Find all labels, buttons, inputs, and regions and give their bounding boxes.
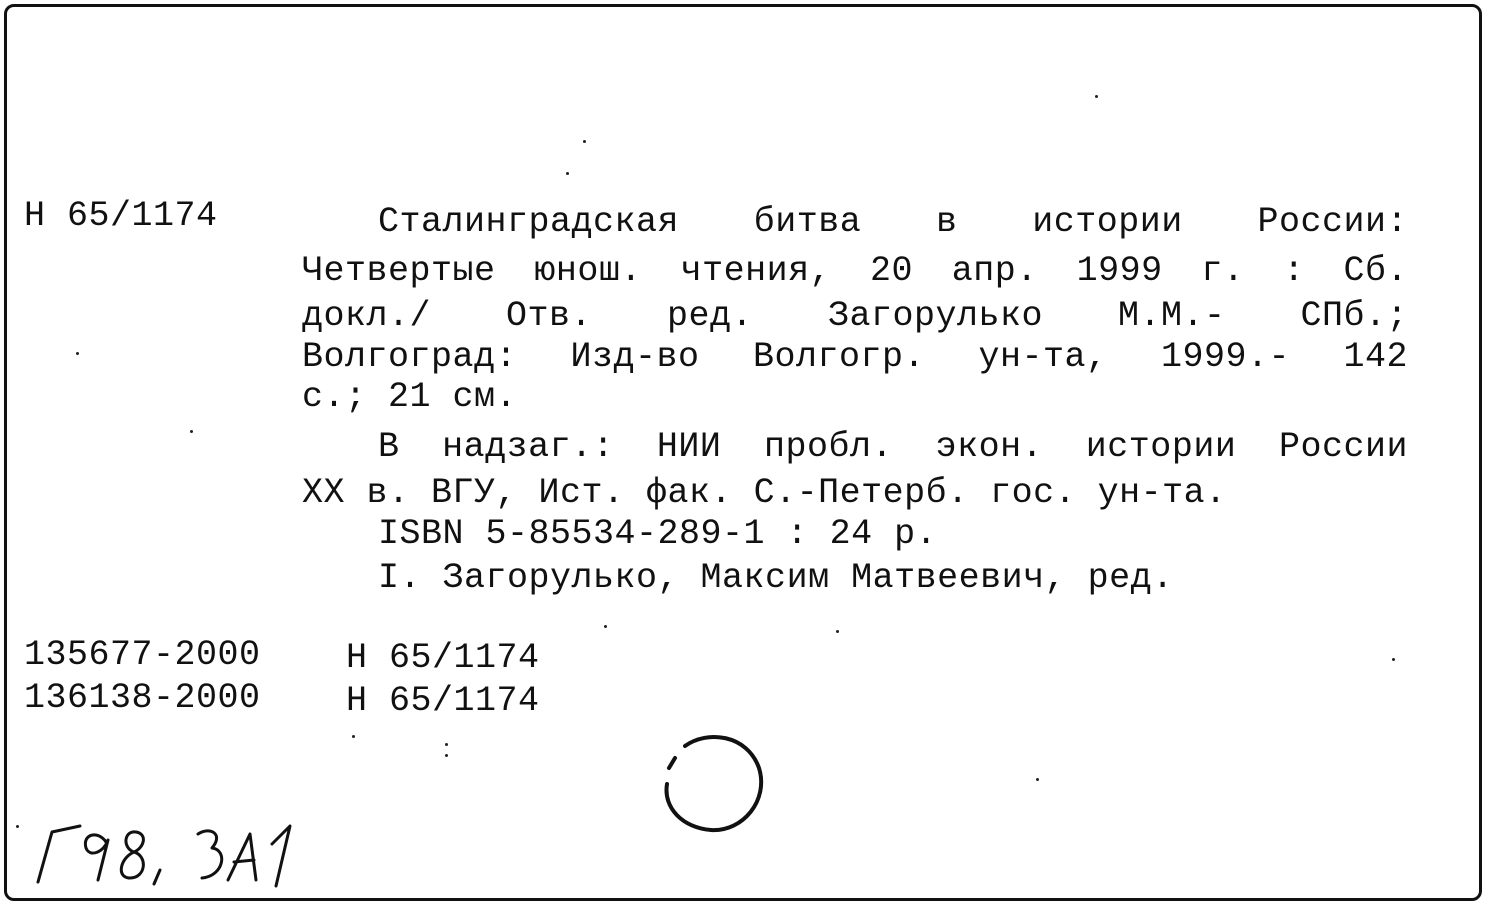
- stamp-circle-icon: [655, 728, 775, 838]
- entry-line-extent: с.; 21 см.: [302, 377, 518, 417]
- speck: [566, 172, 569, 175]
- speck: [16, 825, 19, 828]
- inventory-shelfmark-1: Н 65/1174: [346, 638, 540, 678]
- handwritten-note: [28, 820, 308, 890]
- speck: [1036, 778, 1039, 781]
- entry-line-note-2: XX в. ВГУ, Ист. фак. С.-Петерб. гос. ун-та.: [302, 473, 1227, 513]
- entry-line-isbn: ISBN 5-85534-289-1 : 24 р.: [378, 514, 938, 554]
- entry-line-added-entry: I. Загорулько, Максим Матвеевич, ред.: [378, 558, 1174, 598]
- entry-line-subtitle: Четвертые юнош. чтения, 20 апр. 1999 г. : Сб.: [302, 251, 1408, 291]
- speck: [352, 735, 355, 738]
- speck: [76, 352, 79, 355]
- entry-line-note-1: В надзаг.: НИИ пробл. экон. истории России: [378, 427, 1408, 467]
- speck: [445, 754, 448, 757]
- entry-line-editor: докл./ Отв. ред. Загорулько М.М.- СПб.;: [302, 296, 1408, 336]
- entry-line-title: Сталинградская битва в истории России:: [378, 202, 1408, 242]
- inventory-shelfmark-2: Н 65/1174: [346, 681, 540, 721]
- shelfmark: Н 65/1174: [24, 196, 218, 236]
- speck: [445, 743, 448, 746]
- entry-line-publisher: Волгоград: Изд-во Волгогр. ун-та, 1999.- 142: [302, 337, 1408, 377]
- speck: [583, 140, 586, 143]
- speck: [1392, 658, 1395, 661]
- speck: [1095, 95, 1098, 98]
- speck: [604, 625, 607, 628]
- speck: [836, 630, 839, 633]
- speck: [190, 430, 193, 433]
- inventory-number-2: 136138-2000: [24, 678, 261, 718]
- inventory-number-1: 135677-2000: [24, 635, 261, 675]
